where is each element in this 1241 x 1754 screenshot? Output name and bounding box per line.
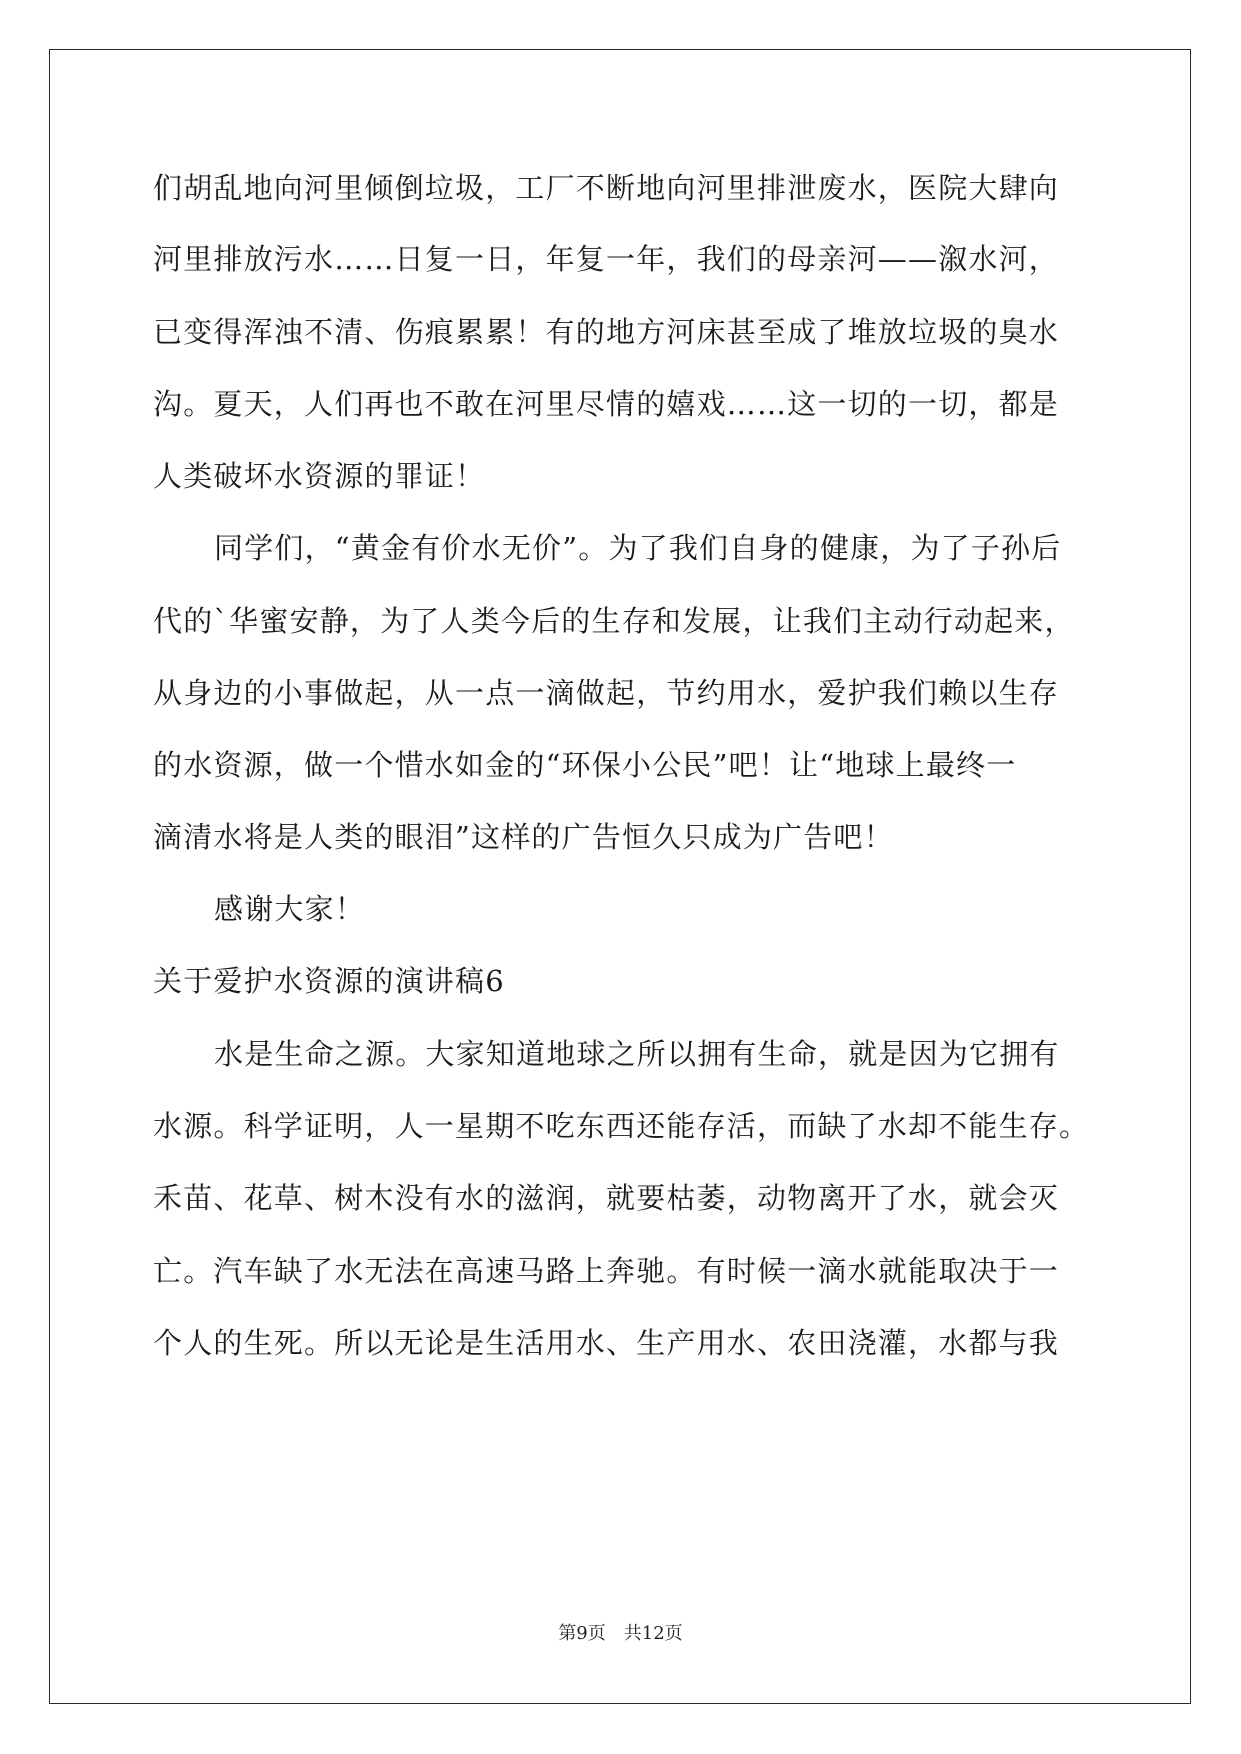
page-total: 共12页 [623,1623,683,1644]
section-heading: 关于爱护水资源的演讲稿6 [153,964,505,998]
body-line: 从身边的小事做起，从一点一滴做起，节约用水，爱护我们赖以生存 [153,676,1060,710]
paragraph-first-line: 同学们，“黄金有价水无价”。为了我们自身的健康，为了子孙后 [214,531,1062,565]
body-line: 的水资源，做一个惜水如金的“环保小公民”吧！让“地球上最终一 [153,748,1017,782]
body-line: 禾苗、花草、树木没有水的滋润，就要枯萎，动物离开了水，就会灭 [153,1181,1060,1215]
closing-line: 感谢大家！ [214,892,366,926]
page-footer [0,1622,1241,1646]
body-line: 们胡乱地向河里倾倒垃圾，工厂不断地向河里排泄废水，医院大肆向 [153,171,1060,205]
body-line: 已变得浑浊不清、伤痕累累！有的地方河床甚至成了堆放垃圾的臭水 [153,315,1060,349]
body-line: 人类破坏水资源的罪证！ [153,459,486,493]
body-line: 河里排放污水……日复一日，年复一年，我们的母亲河——溆水河， [153,242,1060,276]
body-line: 代的`华蜜安静，为了人类今后的生存和发展，让我们主动行动起来， [153,604,1075,638]
body-line: 滴清水将是人类的眼泪”这样的广告恒久只成为广告吧！ [153,820,894,854]
body-line: 水源。科学证明，人一星期不吃东西还能存活，而缺了水却不能生存。 [153,1109,1090,1143]
body-line: 亡。汽车缺了水无法在高速马路上奔驰。有时候一滴水就能取决于一 [153,1254,1060,1288]
paragraph-first-line: 水是生命之源。大家知道地球之所以拥有生命，就是因为它拥有 [214,1037,1060,1071]
page-number: 第9页 [558,1623,606,1644]
body-line: 个人的生死。所以无论是生活用水、生产用水、农田浇灌，水都与我 [153,1326,1060,1360]
page-border [49,49,1191,1704]
body-line: 沟。夏天，人们再也不敢在河里尽情的嬉戏……这一切的一切，都是 [153,387,1060,421]
